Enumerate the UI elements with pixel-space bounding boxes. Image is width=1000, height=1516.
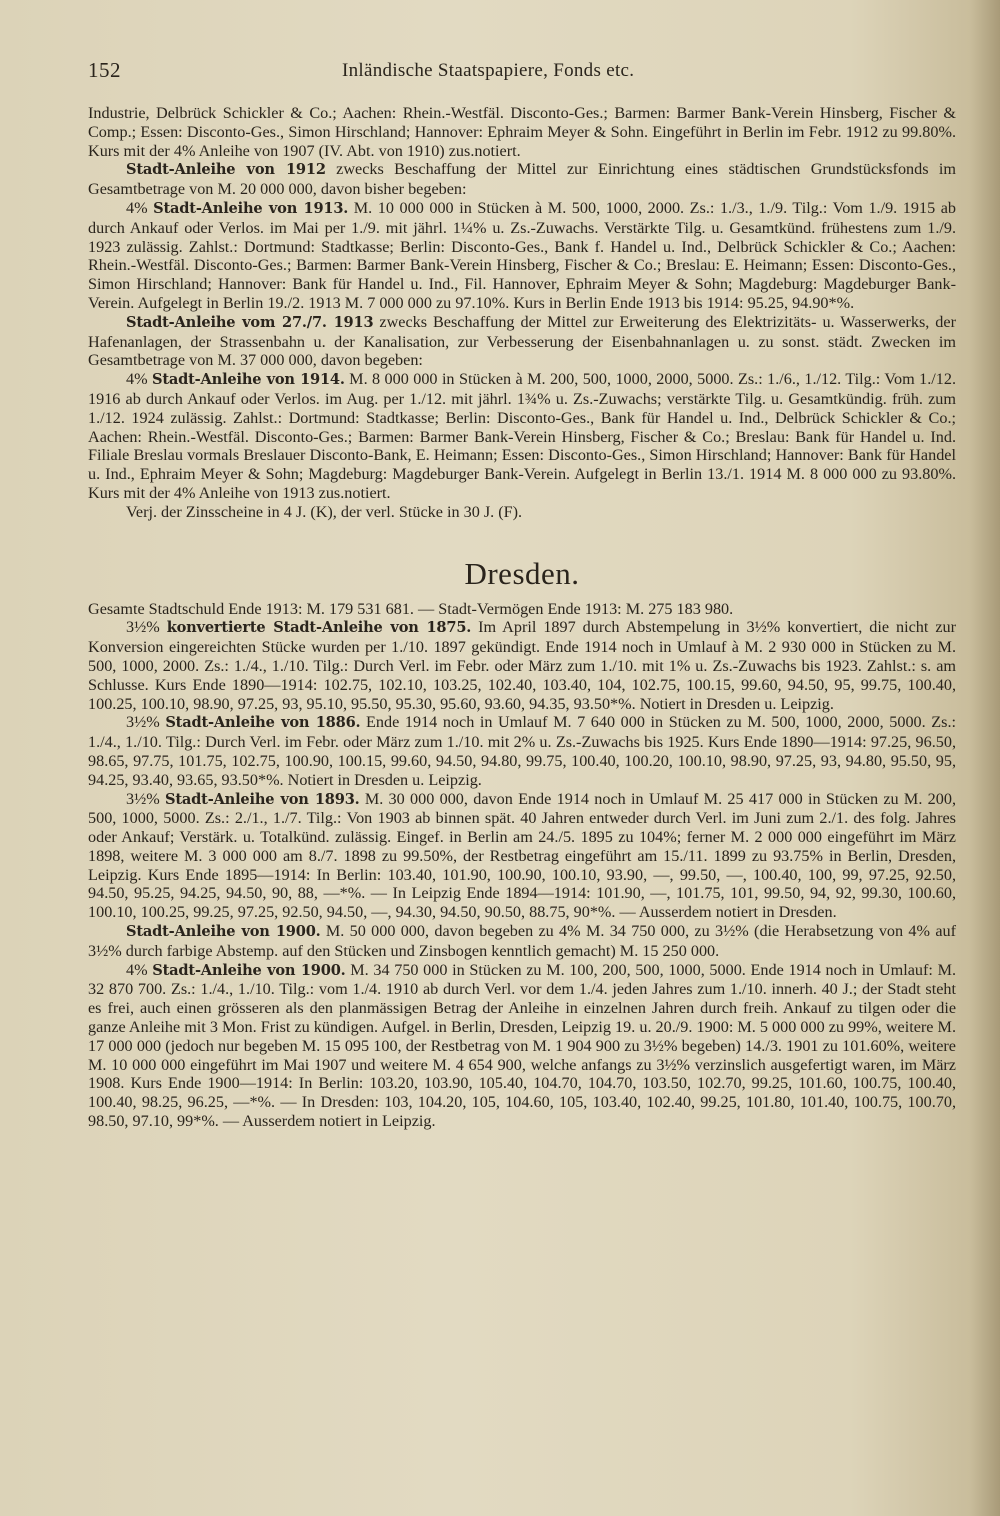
bond-title: Stadt-Anleihe vom 27./7. 1913 <box>126 313 374 331</box>
bond-title: Stadt-Anleihe von 1912 <box>126 161 326 179</box>
paragraph-anleihe-1875 <box>88 618 956 713</box>
paragraph-anleihe-1900-4pct <box>88 961 956 1131</box>
paragraph-text: M. 50 000 000, davon begeben zu 4% M. 34 750 000, zu 3½% (die Herabsetzung von 4% auf 3½% durch farbige Abstemp. auf den Stücken und Zinsbogen kenntlich gemacht) M. 15 250 000. <box>88 922 956 960</box>
paragraph-anleihe-1914 <box>88 370 956 503</box>
city-heading-dresden: Dresden. <box>464 555 580 591</box>
bond-title: Stadt-Anleihe von 1914. <box>152 371 345 389</box>
paragraph-text: zwecks Beschaffung der Mittel zur Erweiterung des Elektrizitäts- u. Wasserwerks, der Hafenanlagen, der Strassenbahn u. der Kanalisation, zur Verbesserung der Eisenbahnanlagen u. zu sonst. städt. Zwecken im Gesamtbetrage von M. 37 000 000, davon begeben: <box>88 312 956 370</box>
bond-title: Stadt-Anleihe von 1900. <box>152 961 346 979</box>
paragraph-anleihe-1900 <box>88 922 956 961</box>
paragraph-anleihe-27-7-1913 <box>88 313 956 370</box>
interest-rate: 3½% <box>126 713 166 732</box>
bond-title: Stadt-Anleihe von 1913. <box>153 199 349 217</box>
interest-rate: 3½% <box>126 789 166 808</box>
bond-title: Stadt-Anleihe von 1893. <box>165 790 360 808</box>
paragraph-anleihe-1886 <box>88 713 956 789</box>
page-body <box>88 104 956 1131</box>
city-debt-summary: Gesamte Stadtschuld Ende 1913: M. 179 531 681. — Stadt-Vermögen Ende 1913: M. 275 183 980. <box>88 599 734 618</box>
interest-rate: 4% <box>126 370 152 389</box>
paragraph-text: M. 10 000 000 in Stücken à M. 500, 1000, 2000. Zs.: 1./3., 1./9. Tilg.: Vom 1./9. 1915 ab durch Ankauf oder Verlos. im Mai per 1./9. mit jährl. 1¼% u. Zs.-Zuwachs. Verstärkte Tilg. u. Gesamtkünd. frühestens zum 1./9. 1923 zulässig. Zahlst.: Dortmund: Stadtkasse; Berlin: Disconto-Ges., Bank f. Handel u. Ind., Delbrück Schickler & Co.; Aachen: Rhein.-Westfäl. Disconto-Ges.; Barmen: Barmer Bank-Verein Hinsberg, Fischer & Co.; Breslau: E. Heimann; Essen: Disconto-Ges., Simon Hirschland; Hannover: Bank für Handel u. Ind., Fil. Hannover, Ephraim Meyer & Sohn; Magdeburg: Magdeburger Bank-Verein. Aufgelegt in Berlin 19./2. 1913 M. 7 000 000 zu 97.10%. Kurs in Berlin Ende 1913 bis 1914: 95.25, 94.90*%. <box>88 198 956 312</box>
bond-title: Stadt-Anleihe von 1900. <box>126 923 321 941</box>
paragraph-text: Ende 1914 noch in Umlauf M. 7 640 000 in Stücken zu M. 500, 1000, 2000, 5000. Zs.: 1./4., 1./10. Tilg.: Durch Verl. im Febr. oder März zum 1./10. mit 2% u. Zs.-Zuwachs bis 1925. Kurs Ende 1890—1914: 97.25, 96.50, 98.65, 97.75, 101.75, 102.75, 100.90, 100.15, 99.60, 94.50, 94.80, 99.75, 100.40, 100.20, 100.10, 98.90, 97.25, 93, 94.80, 95.50, 95, 94.25, 93.40, 93.65, 93.50*%. Notiert in Dresden u. Leipzig. <box>88 713 956 789</box>
bond-title: Stadt-Anleihe von 1886. <box>165 714 361 732</box>
page-number: 152 <box>88 58 121 82</box>
paragraph-verjaehrung: Verj. der Zinsscheine in 4 J. (K), der verl. Stücke in 30 J. (F). <box>126 502 523 521</box>
paragraph-continuation: Industrie, Delbrück Schickler & Co.; Aachen: Rhein.-Westfäl. Disconto-Ges.; Barmen: Barmer Bank-Verein Hinsberg, Fischer & Comp.; Essen: Disconto-Ges., Simon Hirschland; Hannover: Ephraim Meyer & Sohn. Eingeführt in Berlin im Febr. 1912 zu 99.80%. Kurs mit der 4% Anleihe von 1907 (IV. Abt. von 1910) zus.notiert. <box>88 104 956 160</box>
paragraph-text: zwecks Beschaffung der Mittel zur Einrichtung eines städtischen Grundstücksfonds im Gesamtbetrage von M. 20 000 000, davon bisher begeben: <box>88 160 956 199</box>
paragraph-text: M. 8 000 000 in Stücken à M. 200, 500, 1000, 2000, 5000. Zs.: 1./6., 1./12. Tilg.: Vom 1./12. 1916 ab durch Ankauf oder Verlos. im Aug. per 1./12. mit jährl. 1¾% u. Zs.-Zuwachs; verstärkte Tilg. u. Gesamtkündig. früh. zum 1./12. 1924 zulässig. Zahlst.: Dortmund: Stadtkasse; Berlin: Disconto-Ges., Bank für Handel u. Ind., Delbrück Schickler & Co.; Aachen: Rhein.-Westfäl. Disconto-Ges.; Barmen: Barmer Bank-Verein Hinsberg, Fischer & Co.; Breslau: Bank für Handel u. Ind. Filiale Breslau vormals Breslauer Disconto-Bank, E. Heimann; Essen: Disconto-Ges., Simon Hirschland; Hannover: Bank für Handel u. Ind., Ephraim Meyer & Sohn; Magdeburg: Magdeburger Bank-Verein. Aufgelegt in Berlin 13./1. 1914 M. 8 000 000 zu 93.80%. Kurs mit der 4% Anleihe von 1913 zus.notiert. <box>88 370 956 502</box>
paragraph-text: Im April 1897 durch Abstempelung in 3½% konvertiert, die nicht zur Konversion eingereichten Stücke wurden per 1./10. 1897 gekündigt. Ende 1914 noch in Umlauf à M. 2 930 000 in Stücken zu M. 500, 1000, 2000. Zs.: 1./4., 1./10. Tilg.: Durch Verl. im Febr. oder März zum 1./10. mit 1% u. Zs.-Zuwachs bis 1923. Zahlst.: s. am Schlusse. Kurs Ende 1890—1914: 102.75, 102.10, 103.25, 102.40, 103.40, 104, 102.75, 100.15, 99.60, 94.50, 95, 99.75, 100.40, 100.25, 100.10, 98.90, 97.25, 93, 95.10, 95.50, 95.30, 95.60, 93.60, 94.35, 93.50*%. Notiert in Dresden u. Leipzig. <box>88 618 956 713</box>
page-header <box>88 58 958 84</box>
interest-rate: 3½% <box>126 618 167 637</box>
running-title: Inländische Staatspapiere, Fonds etc. <box>342 60 635 81</box>
interest-rate: 4% <box>126 960 153 979</box>
paragraph-text: M. 34 750 000 in Stücken zu M. 100, 200, 500, 1000, 5000. Ende 1914 noch in Umlauf: M. 32 870 700. Zs.: 1./4., 1./10. Tilg.: vom 1./4. 1910 ab durch Verl. vor dem 1./4. jeden Jahres zum 1./10. innerh. 40 J.; der Stadt steht es frei, auch einen grösseren als den planmässigen Betrag der Anleihe in einzelnen Jahren durch freih. Ankauf zu tilgen oder die ganze Anleihe mit 3 Mon. Frist zu kündigen. Aufgel. in Berlin, Dresden, Leipzig 19. u. 20./9. 1900: M. 5 000 000 zu 99%, weitere M. 17 000 000 (jedoch nur begeben M. 15 095 100, der Restbetrag von M. 1 904 900 zu 3½% begeben) 14./3. 1901 zu 101.60%, weitere M. 10 000 000 eingeführt im Mai 1907 und weitere M. 4 654 900, welche anfangs zu 3½% verzinslich ausgefertigt waren, im März 1908. Kurs Ende 1900—1914: In Berlin: 103.20, 103.90, 105.40, 104.70, 104.70, 103.50, 102.70, 99.25, 101.60, 100.75, 100.40, 100.40, 98.25, 96.25, —*%. — In Dresden: 103, 104.20, 105, 104.60, 105, 103.40, 102.40, 99.25, 101.80, 101.40, 100.75, 100.70, 98.50, 97.10, 99*%. — Ausserdem notiert in Leipzig. <box>88 960 957 1131</box>
paragraph-anleihe-1912 <box>88 160 956 199</box>
paragraph-anleihe-1913 <box>88 199 956 313</box>
paragraph-anleihe-1893 <box>88 790 956 923</box>
interest-rate: 4% <box>126 198 154 217</box>
bond-title: konvertierte Stadt-Anleihe von 1875. <box>166 619 472 637</box>
paragraph-text: M. 30 000 000, davon Ende 1914 noch in Umlauf M. 25 417 000 in Stücken zu M. 200, 500, 1000, 5000. Zs.: 2./1., 1./7. Tilg.: Von 1903 ab binnen spät. 40 Jahren entweder durch Verl. im Juni zum 2./1. des folg. Jahres oder Ankauf; Verstärk. u. Totalkünd. zulässig. Eingef. in Berlin am 24./5. 1895 zu 104%; ferner M. 2 000 000 eingeführt im März 1898, weitere M. 3 000 000 am 8./7. 1898 zu 99.50%, der Restbetrag eingeführt am 15./11. 1899 zu 93.75% in Berlin, Dresden, Leipzig. Kurs Ende 1895—1914: In Berlin: 103.40, 101.90, 100.90, 100.10, 93.90, —, 99.50, —, 100.40, 100, 99, 97.25, 92.50, 94.50, 95.25, 94.25, 94.50, 90, 88, —*%. — In Leipzig Ende 1894—1914: 101.90, —, 101.75, 101, 99.50, 94, 92, 99.30, 100.60, 100.10, 100.25, 99.25, 97.25, 92.50, 94.50, —, 94.30, 94.50, 90.50, 88.75, 90*%. — Ausserdem notiert in Dresden. <box>88 789 956 922</box>
